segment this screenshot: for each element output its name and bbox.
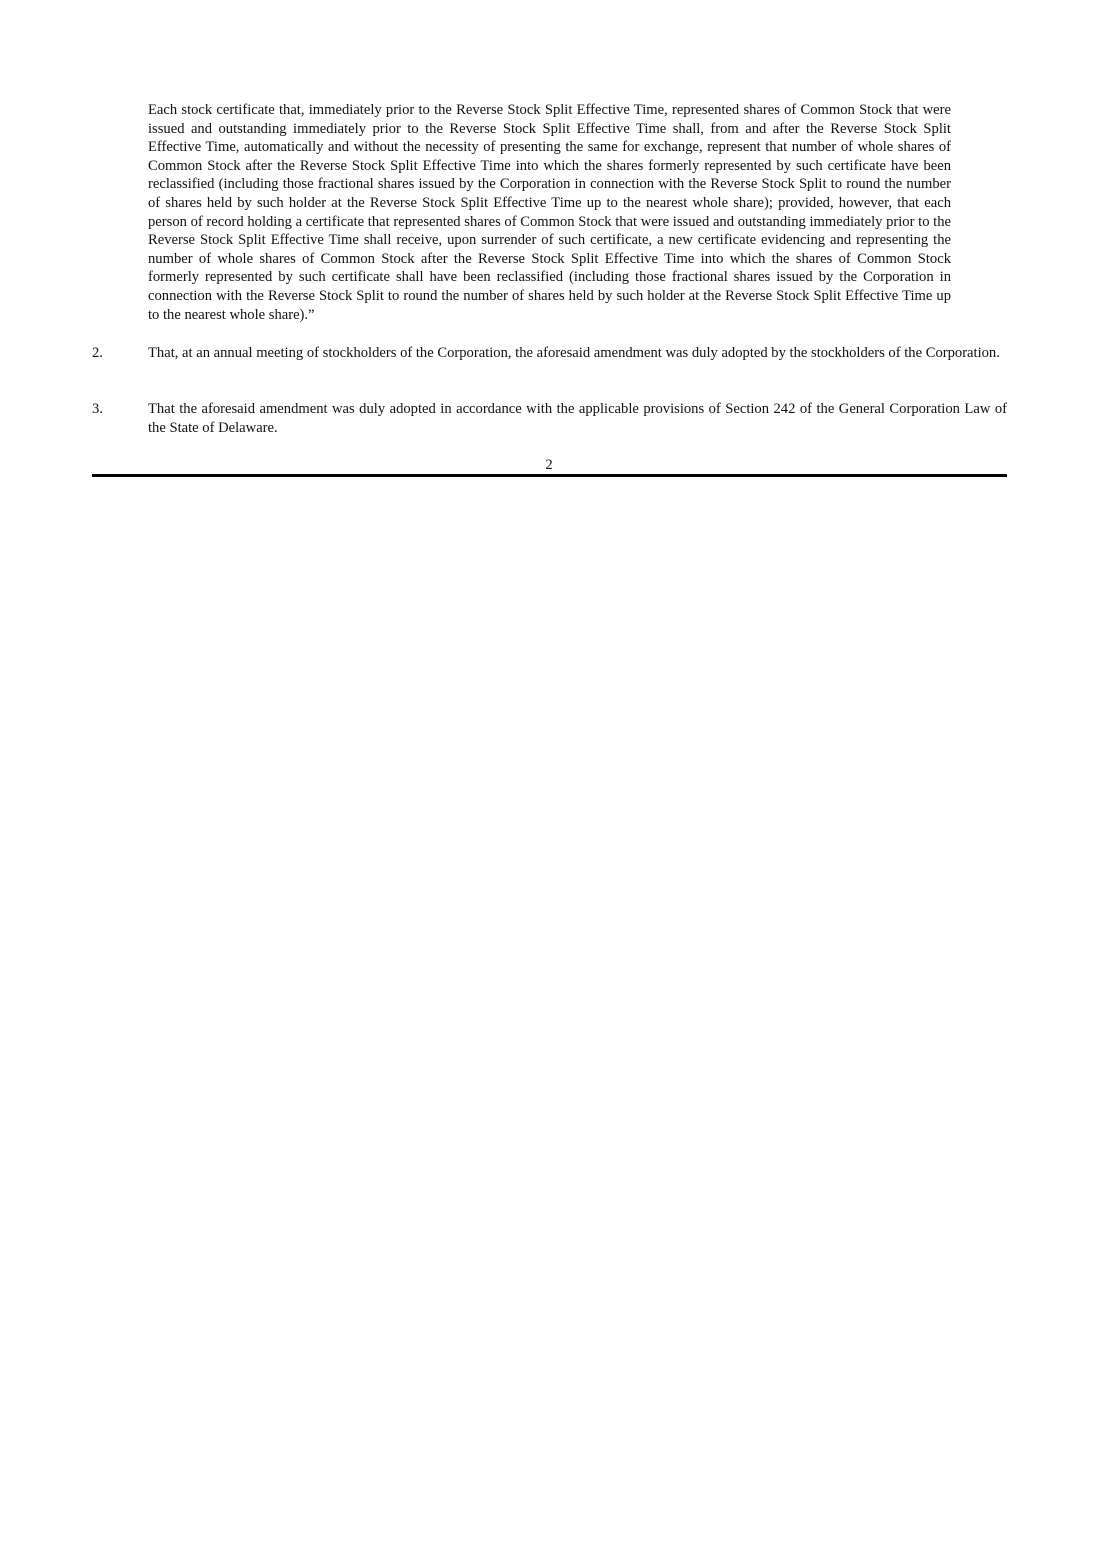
numbered-item-3: [92, 400, 1007, 437]
item-number: 3.: [92, 401, 103, 417]
page-number: 2: [545, 457, 553, 473]
item-text: That, at an annual meeting of stockholders of the Corporation, the aforesaid amendment was duly adopted by the stockholders of the Corporation.: [148, 345, 1000, 361]
quoted-amendment-paragraph: Each stock certificate that, immediately prior to the Reverse Stock Split Effective Time, represented shares of Common Stock that were issued and outstanding immediately prior to the Reverse Stock Split Effective Time shall, from and after the Reverse Stock Split Effective Time, automatically and without the necessity of presenting the same for exchange, represent that number of whole shares of Common Stock after the Reverse Stock Split Effective Time into which the shares formerly represented by such certificate have been reclassified (including those fractional shares issued by the Corporation in connection with the Reverse Stock Split to round the number of shares held by such holder at the Reverse Stock Split Effective Time up to the nearest whole share); provided, however, that each person of record holding a certificate that represented shares of Common Stock that were issued and outstanding immediately prior to the Reverse Stock Split Effective Time shall receive, upon surrender of such certificate, a new certificate evidencing and representing the number of whole shares of Common Stock after the Reverse Stock Split Effective Time into which the shares of Common Stock formerly represented by such certificate shall have been reclassified (including those fractional shares issued by the Corporation in connection with the Reverse Stock Split to round the number of shares held by such holder at the Reverse Stock Split Effective Time up to the nearest whole share).”: [148, 102, 951, 323]
item-text: That the aforesaid amendment was duly adopted in accordance with the applicable provisions of Section 242 of the General Corporation Law of the State of Delaware.: [148, 401, 1007, 436]
numbered-item-2: [92, 344, 1007, 363]
footer-divider: [92, 474, 1007, 477]
item-number: 2.: [92, 345, 103, 361]
